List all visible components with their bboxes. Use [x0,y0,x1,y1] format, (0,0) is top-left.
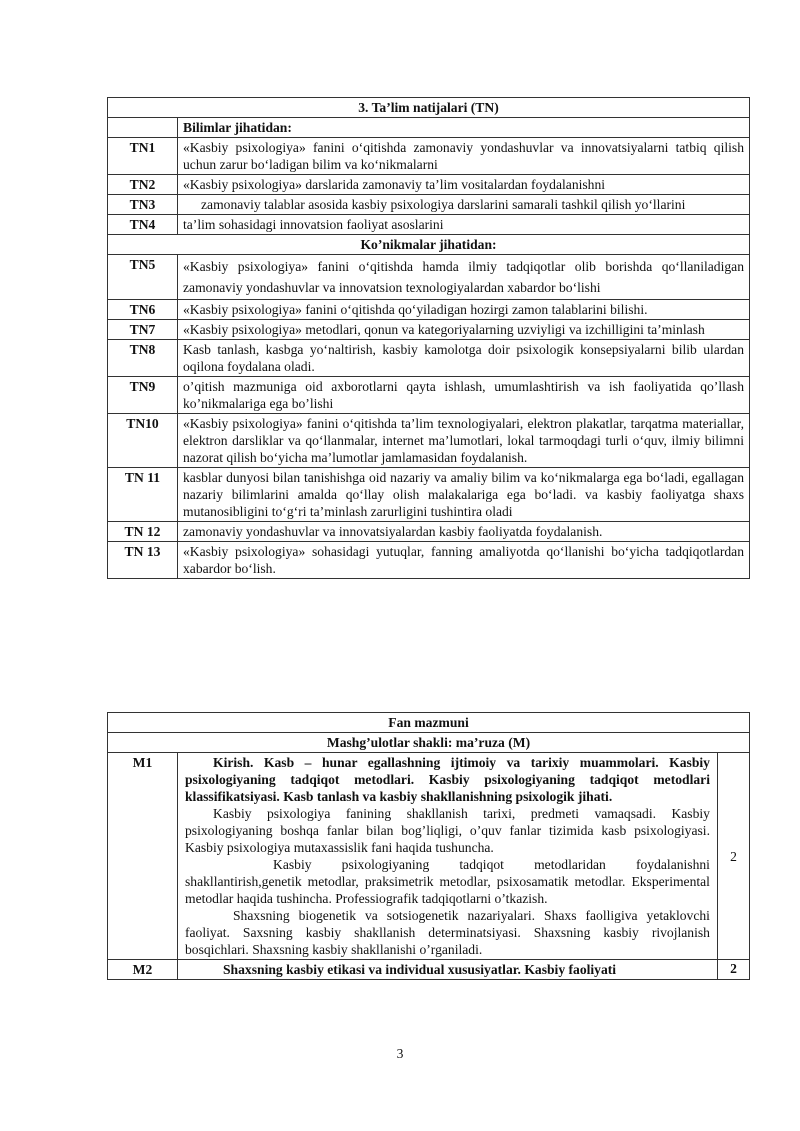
knowledge-heading-row [108,118,750,138]
outcome-code: TN8 [108,340,178,377]
lecture-hours: 2 [717,753,749,960]
outcome-text: zamonaviy yondashuvlar va innovatsiyalardan kasbiy faoliyatda foydalanish. [178,522,750,542]
outcome-text: «Kasbiy psixologiya» fanini o‘qitishda qo‘yiladigan hozirgi zamon talablarini bilishi. [178,300,750,320]
outcome-code: TN7 [108,320,178,340]
outcome-text: «Kasbiy psixologiya» darslarida zamonaviy ta’lim vositalardan foydalanishni [178,175,750,195]
table-row [108,215,750,235]
table-row [108,468,750,522]
outcome-text: Kasb tanlash, kasbga yo‘naltirish, kasbiy kamolotga doir psixologik konsepsiyalarni bilib ulardan oqilona foydalana oladi. [178,340,750,377]
table-row [108,255,750,300]
outcome-text: o’qitish mazmuniga oid axborotlarni qayta ishlash, umumlashtirish va ish faoliyatida qo’llash ko’nikmalariga ega bo’lishi [178,377,750,414]
table-row [108,542,750,579]
outcome-code: TN5 [108,255,178,300]
skills-heading: Ko’nikmalar jihatidan: [108,235,750,255]
lecture-heading: Kirish. Kasb – hunar egallashning ijtimoiy va tarixiy muammolari. Kasbiy psixologiyaning tadqiqot metodlari. Kasbiy psixologiyaning tadqiqot metodlari klassifikatsiyasi. Kasb tanlash va kasbiy shakllanishning psixologik jihati. [185,755,710,804]
outcome-code: TN1 [108,138,178,175]
outcome-text: «Kasbiy psixologiya» fanini o‘qitishda hamda ilmiy tadqiqotlar olib borishda qo‘llaniladigan zamonaviy yondashuvlar va innovatsion texnologiyalardan xabardor bo‘lishi [178,255,750,300]
table-row [108,414,750,468]
skills-heading-row [108,235,750,255]
outcome-text: «Kasbiy psixologiya» fanini o‘qitishda zamonaviy yondashuvlar va innovatsiyalarni tatbiq qilish uchun zarur bo‘ladigan bilim va ko‘nikmalarni [178,138,750,175]
lecture-code: M1 [108,753,178,960]
table-row [108,175,750,195]
outcome-text: ta’lim sohasidagi innovatsion faoliyat asoslarini [178,215,750,235]
lecture-paragraph: Shaxsning biogenetik va sotsiogenetik nazariyalari. Shaxs faolligiva yetaklovchi faoliyat. Saxsning kasbiy shakllanish determinatsiyasi. Shaxsning kasbiy rivojlanish bosqichlari. Shaxsning kasbiy shakllanishi o’rganiladi. [185,908,710,957]
outcome-code: TN4 [108,215,178,235]
lecture-paragraph: Kasbiy psixologiyaning tadqiqot metodlaridan foydalanishni shakllantirish,genetik metodlar, praksimetrik metodlar, psixosamatik metodlar. Eksperimental metodlar haqida tushincha. Professiografik tadqiqotlarni o’tkazish. [185,857,710,906]
lecture-paragraph: Kasbiy psixologiya fanining shakllanish tarixi, predmeti vamaqsadi. Kasbiy psixologiyaning boshqa fanlar bilan bog’liqligi, o’quv fanlar tizimida kasb psixologiyasi. Kasbiy psixologiya mutaxassislik fani haqida tushuncha. [185,806,710,855]
outcome-code: TN10 [108,414,178,468]
course-content-title: Fan mazmuni [108,713,750,733]
table-row [108,300,750,320]
outcome-code: TN 12 [108,522,178,542]
empty-cell [108,118,178,138]
lecture-hours: 2 [717,960,749,980]
table-title-row [108,98,750,118]
outcome-code: TN 13 [108,542,178,579]
table-row [108,522,750,542]
outcome-text: kasblar dunyosi bilan tanishishga oid nazariy va amaliy bilim va ko‘nikmalarga ega bo‘ladi, egallagan nazariy bilimlarini amalda qo‘llay olish malakalariga ega bo‘ladi. va kasbiy faoliyatga shaxs mutanosibligini to‘g‘ri ta’minlash zarurligini tushintira oladi [178,468,750,522]
outcome-code: TN3 [108,195,178,215]
outcome-text: zamonaviy talablar asosida kasbiy psixologiya darslarini samarali tashkil qilish yo‘llarini [178,195,750,215]
outcome-text: «Kasbiy psixologiya» fanini o‘qitishda ta’lim texnologiyalari, elektron plakatlar, tarqatma materiallar, elektron darsliklar va qo‘llanmalar, internet ma’lumotlari, lokal tarmoqdagi turli o‘quv, ilmiy bilimni nazorat qilish bo‘yicha ma’lumotlar jamlamasidan foydalanish. [178,414,750,468]
table-row [108,138,750,175]
page-number: 3 [396,1046,404,1061]
table-row [108,377,750,414]
lesson-form-subtitle: Mashg’ulotlar shakli: ma’ruza (M) [108,733,750,753]
table-row [108,195,750,215]
knowledge-heading: Bilimlar jihatidan: [178,118,750,138]
outcome-text: «Kasbiy psixologiya» metodlari, qonun va kategoriyalarning uzviyligi va izchilligini ta’minlash [178,320,750,340]
outcome-code: TN 11 [108,468,178,522]
table-row [108,320,750,340]
table-row [108,753,750,960]
outcome-code: TN9 [108,377,178,414]
table-row [108,340,750,377]
table-row [108,960,750,980]
outcome-text: «Kasbiy psixologiya» sohasidagi yutuqlar, fanning amaliyotda qo‘llanishi bo‘yicha tadqiqotlardan xabardor bo‘lish. [178,542,750,579]
table-title-row [108,713,750,733]
table-subtitle-row [108,733,750,753]
learning-outcomes-title: 3. Ta’lim natijalari (TN) [108,98,750,118]
outcome-code: TN6 [108,300,178,320]
lecture-content [178,960,718,980]
lecture-content [178,753,718,960]
learning-outcomes-table [107,97,750,579]
course-content-table [107,712,750,980]
lecture-code: M2 [108,960,178,980]
lecture-heading: Shaxsning kasbiy etikasi va individual xususiyatlar. Kasbiy faoliyati [223,962,617,977]
outcome-code: TN2 [108,175,178,195]
